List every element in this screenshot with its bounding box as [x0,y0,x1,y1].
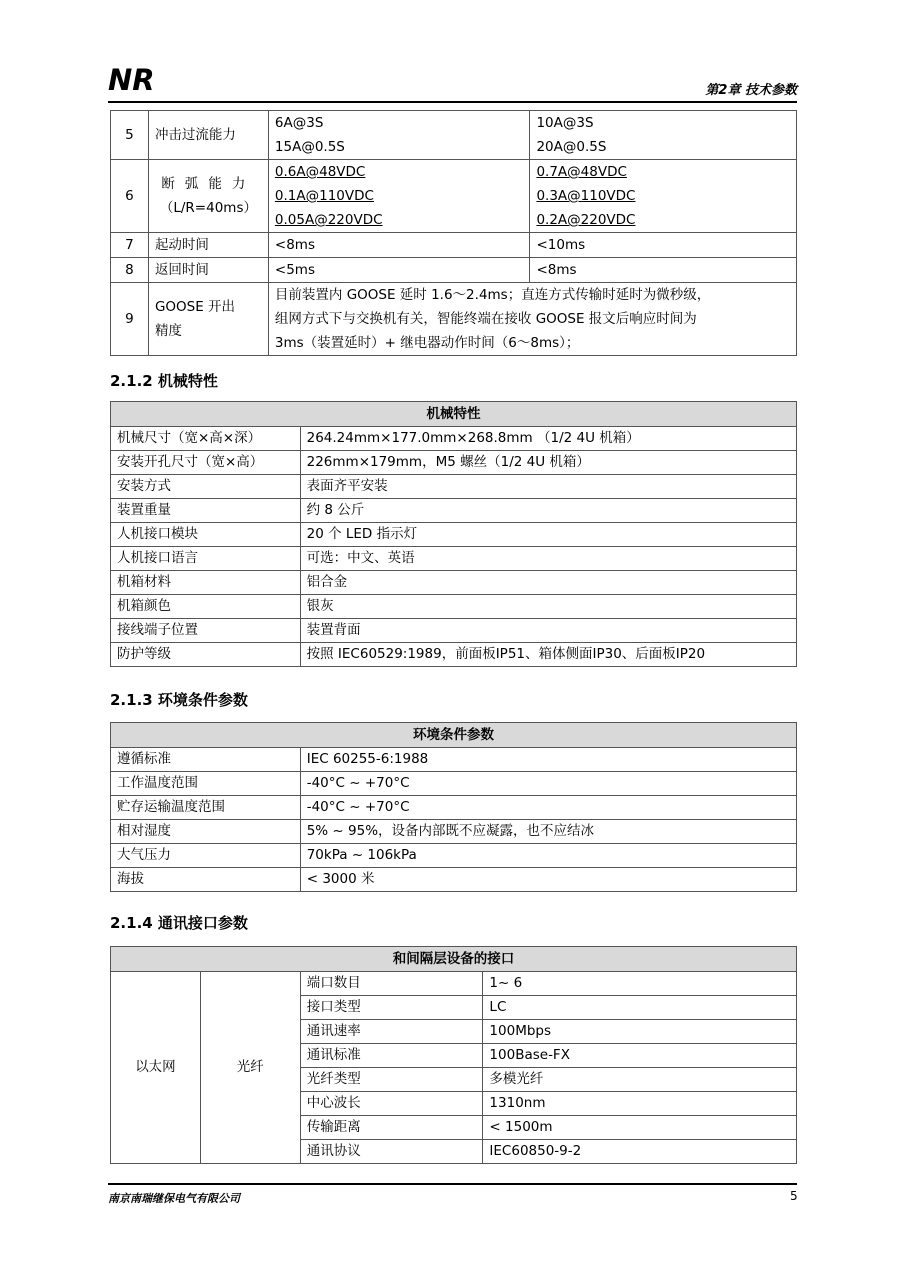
row-value: 100Mbps [483,1020,797,1044]
row-value: -40°C ~ +70°C [300,796,796,820]
table-row [111,796,797,820]
table-row [111,258,797,283]
electrical-spec-table [110,110,797,356]
table-row [111,595,797,619]
row-value: 按照 IEC60529:1989，前面板IP51、箱体侧面IP30、后面板IP20 [300,643,796,667]
row-key: 安装方式 [111,475,301,499]
row-number: 8 [111,258,149,283]
table-row [111,451,797,475]
param-description [268,283,796,356]
row-key: 接口类型 [300,996,483,1020]
table-row [111,844,797,868]
name-line: 断弧能力 [161,176,256,192]
row-value: 20 个 LED 指示灯 [300,523,796,547]
value-line: 10A@3S [536,115,594,131]
row-key: 中心波长 [300,1092,483,1116]
name-line: （L/R=40ms） [159,200,257,216]
param-value-b: <8ms [530,258,797,283]
table-title: 环境条件参数 [111,723,797,748]
row-value: 100Base-FX [483,1044,797,1068]
row-value: 1~ 6 [483,972,797,996]
row-key: 遵循标准 [111,748,301,772]
row-number: 6 [111,160,149,233]
row-key: 人机接口语言 [111,547,301,571]
table-row [111,619,797,643]
company-logo [108,64,158,94]
name-line: 精度 [154,323,182,339]
param-name [148,283,268,356]
table-row [111,772,797,796]
param-value-b: <10ms [530,233,797,258]
footer-rule [108,1183,797,1185]
section-heading-environment: 2.1.3 环境条件参数 [110,691,248,709]
table-row [111,571,797,595]
param-value-b [530,160,797,233]
param-value-a [268,111,530,160]
value-line: 0.6A@48VDC [274,164,366,180]
row-key: 贮存运输温度范围 [111,796,301,820]
page-number: 5 [790,1189,798,1203]
name-line: GOOSE 开出 [154,299,236,315]
value-line: 0.3A@110VDC [536,188,636,204]
section-heading-communication: 2.1.4 通讯接口参数 [110,914,248,932]
row-value: < 3000 米 [300,868,796,892]
param-name: 冲击过流能力 [148,111,268,160]
value-line: 0.7A@48VDC [536,164,627,180]
table-row [111,820,797,844]
row-number: 7 [111,233,149,258]
communication-table [110,946,797,1164]
row-value: 226mm×179mm，M5 螺丝（1/2 4U 机箱） [300,451,796,475]
table-row [111,499,797,523]
row-value: 装置背面 [300,619,796,643]
table-row [111,160,797,233]
group-fiber: 光纤 [200,972,300,1164]
row-value: IEC60850-9-2 [483,1140,797,1164]
row-value: 264.24mm×177.0mm×268.8mm （1/2 4U 机箱） [300,427,796,451]
value-line: 0.1A@110VDC [274,188,374,204]
table-title: 和间隔层设备的接口 [111,947,797,972]
table-row [111,748,797,772]
row-key: 光纤类型 [300,1068,483,1092]
table-row [111,523,797,547]
row-value: 1310nm [483,1092,797,1116]
row-value: LC [483,996,797,1020]
table-row [111,283,797,356]
param-value-a: <8ms [268,233,530,258]
group-ethernet: 以太网 [111,972,201,1164]
footer-company: 南京南瑞继保电气有限公司 [108,1192,240,1205]
row-key: 接线端子位置 [111,619,301,643]
param-value-a: <5ms [268,258,530,283]
table-title: 机械特性 [111,402,797,427]
row-value: 可选：中文、英语 [300,547,796,571]
value-line: 6A@3S [274,115,324,131]
table-row [111,972,797,996]
value-line: 15A@0.5S [274,139,345,155]
logo-text: NR [108,64,155,94]
row-key: 通讯标准 [300,1044,483,1068]
desc-line: 组网方式下与交换机有关，智能终端在接收 GOOSE 报文后响应时间为 [274,311,697,327]
table-row [111,427,797,451]
row-number: 9 [111,283,149,356]
environment-table [110,722,797,892]
row-value: IEC 60255-6:1988 [300,748,796,772]
row-key: 机械尺寸（宽×高×深） [111,427,301,451]
table-row [111,643,797,667]
param-name: 起动时间 [148,233,268,258]
row-key: 大气压力 [111,844,301,868]
row-value: -40°C ~ +70°C [300,772,796,796]
row-value: 表面齐平安装 [300,475,796,499]
value-line: 0.2A@220VDC [536,212,636,228]
table-row [111,475,797,499]
row-key: 人机接口模块 [111,523,301,547]
row-value: 70kPa ~ 106kPa [300,844,796,868]
param-name: 返回时间 [148,258,268,283]
param-value-b [530,111,797,160]
value-line: 0.05A@220VDC [274,212,383,228]
row-key: 防护等级 [111,643,301,667]
param-value-a [268,160,530,233]
param-name [148,160,268,233]
row-number: 5 [111,111,149,160]
row-key: 端口数目 [300,972,483,996]
row-key: 传输距离 [300,1116,483,1140]
row-value: 多模光纤 [483,1068,797,1092]
chapter-title: 第2章 技术参数 [705,83,797,98]
mechanical-table [110,401,797,667]
row-value: < 1500m [483,1116,797,1140]
table-row [111,868,797,892]
row-key: 安装开孔尺寸（宽×高） [111,451,301,475]
row-key: 机箱颜色 [111,595,301,619]
row-key: 装置重量 [111,499,301,523]
desc-line: 目前装置内 GOOSE 延时 1.6～2.4ms；直连方式传输时延时为微秒级， [274,287,711,303]
row-key: 相对湿度 [111,820,301,844]
row-key: 工作温度范围 [111,772,301,796]
row-key: 通讯速率 [300,1020,483,1044]
row-value: 铝合金 [300,571,796,595]
table-row [111,111,797,160]
section-heading-mechanical: 2.1.2 机械特性 [110,372,218,390]
header-rule [108,101,797,103]
desc-line: 3ms（装置延时）+ 继电器动作时间（6～8ms）； [274,335,580,351]
table-row [111,233,797,258]
row-value: 5% ~ 95%，设备内部既不应凝露，也不应结冰 [300,820,796,844]
row-value: 银灰 [300,595,796,619]
table-row [111,547,797,571]
row-value: 约 8 公斤 [300,499,796,523]
row-key: 通讯协议 [300,1140,483,1164]
value-line: 20A@0.5S [536,139,607,155]
row-key: 机箱材料 [111,571,301,595]
row-key: 海拔 [111,868,301,892]
